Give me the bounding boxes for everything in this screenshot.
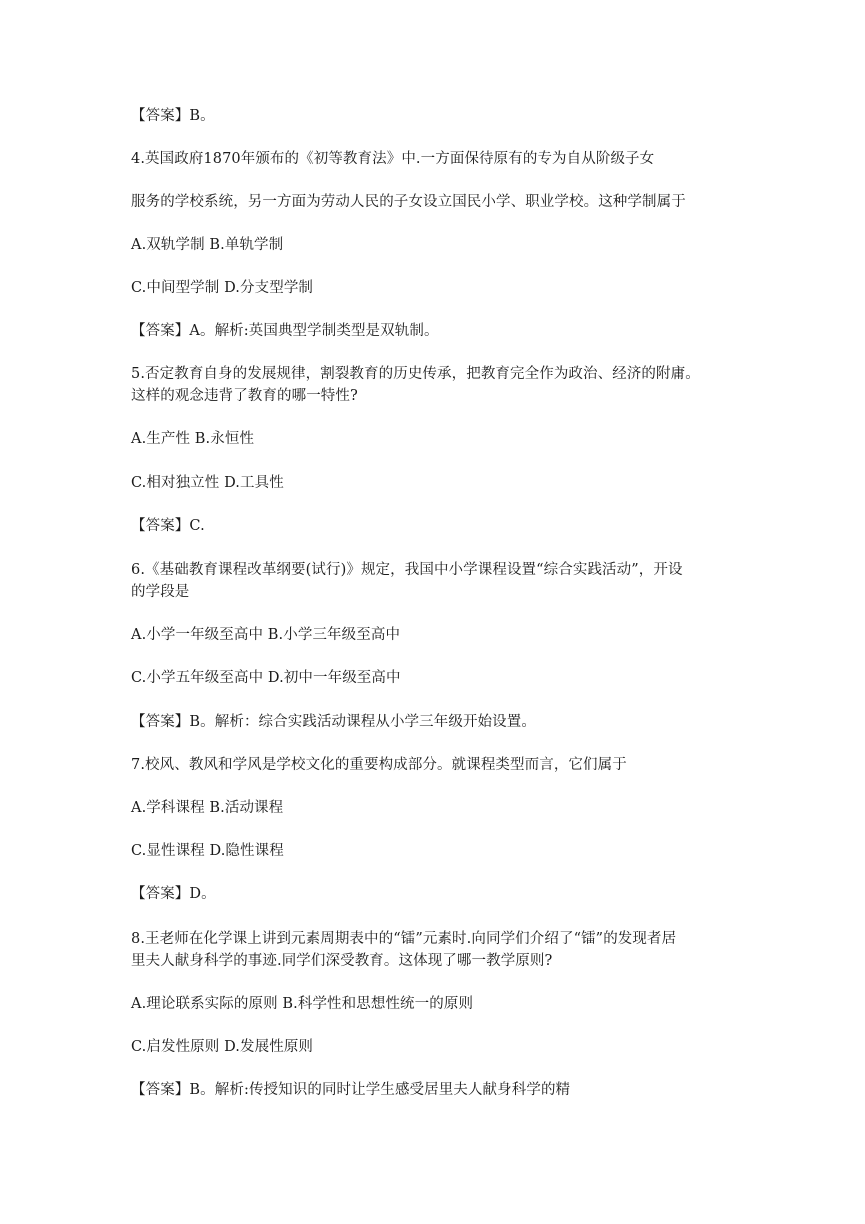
question-5-line-2: 这样的观念违背了教育的哪一特性? <box>131 388 358 404</box>
question-8-line-2: 里夫人献身科学的事迹.同学们深受教育。这体现了哪一教学原则? <box>131 953 553 969</box>
question-7-options-ab: A.学科课程 B.活动课程 <box>131 800 284 816</box>
answer-q4: 【答案】A。解析:英国典型学制类型是双轨制。 <box>131 323 439 339</box>
question-7-options-cd: C.显性课程 D.隐性课程 <box>131 843 284 859</box>
answer-q6: 【答案】B。解析：综合实践活动课程从小学三年级开始设置。 <box>131 714 536 730</box>
answer-q7: 【答案】D。 <box>131 886 216 902</box>
question-5-options-cd: C.相对独立性 D.工具性 <box>131 475 284 491</box>
question-6-line-2: 的学段是 <box>131 584 190 600</box>
question-4-options-cd: C.中间型学制 D.分支型学制 <box>131 280 314 296</box>
answer-q8: 【答案】B。解析:传授知识的同时让学生感受居里夫人献身科学的精 <box>131 1082 571 1098</box>
question-6-line-1: 6.《基础教育课程改革纲要(试行)》规定，我国中小学课程设置“综合实践活动”，开设 <box>131 562 683 578</box>
question-8-options-cd: C.启发性原则 D.发展性原则 <box>131 1039 314 1055</box>
question-4-options-ab: A.双轨学制 B.单轨学制 <box>131 237 284 253</box>
question-8-options-ab: A.理论联系实际的原则 B.科学性和思想性统一的原则 <box>131 996 474 1012</box>
question-4-line-2: 服务的学校系统，另一方面为劳动人民的子女设立国民小学、职业学校。这种学制属于 <box>131 194 686 210</box>
question-5-options-ab: A.生产性 B.永恒性 <box>131 431 255 447</box>
answer-q3: 【答案】B。 <box>131 108 215 124</box>
question-5-line-1: 5.否定教育自身的发展规律，割裂教育的历史传承，把教育完全作为政治、经济的附庸。 <box>131 366 700 382</box>
answer-q5: 【答案】C. <box>131 518 205 534</box>
question-6-options-ab: A.小学一年级至高中 B.小学三年级至高中 <box>131 627 401 643</box>
question-6-options-cd: C.小学五年级至高中 D.初中一年级至高中 <box>131 670 401 686</box>
question-8-line-1: 8.王老师在化学课上讲到元素周期表中的“镭”元素时.向同学们介绍了“镭”的发现者居 <box>131 931 677 947</box>
question-4-line-1: 4.英国政府1870年颁布的《初等教育法》中.一方面保待原有的专为自从阶级子女 <box>131 151 655 167</box>
question-7-line-1: 7.校风、教风和学风是学校文化的重要构成部分。就课程类型而言，它们属于 <box>131 757 627 773</box>
